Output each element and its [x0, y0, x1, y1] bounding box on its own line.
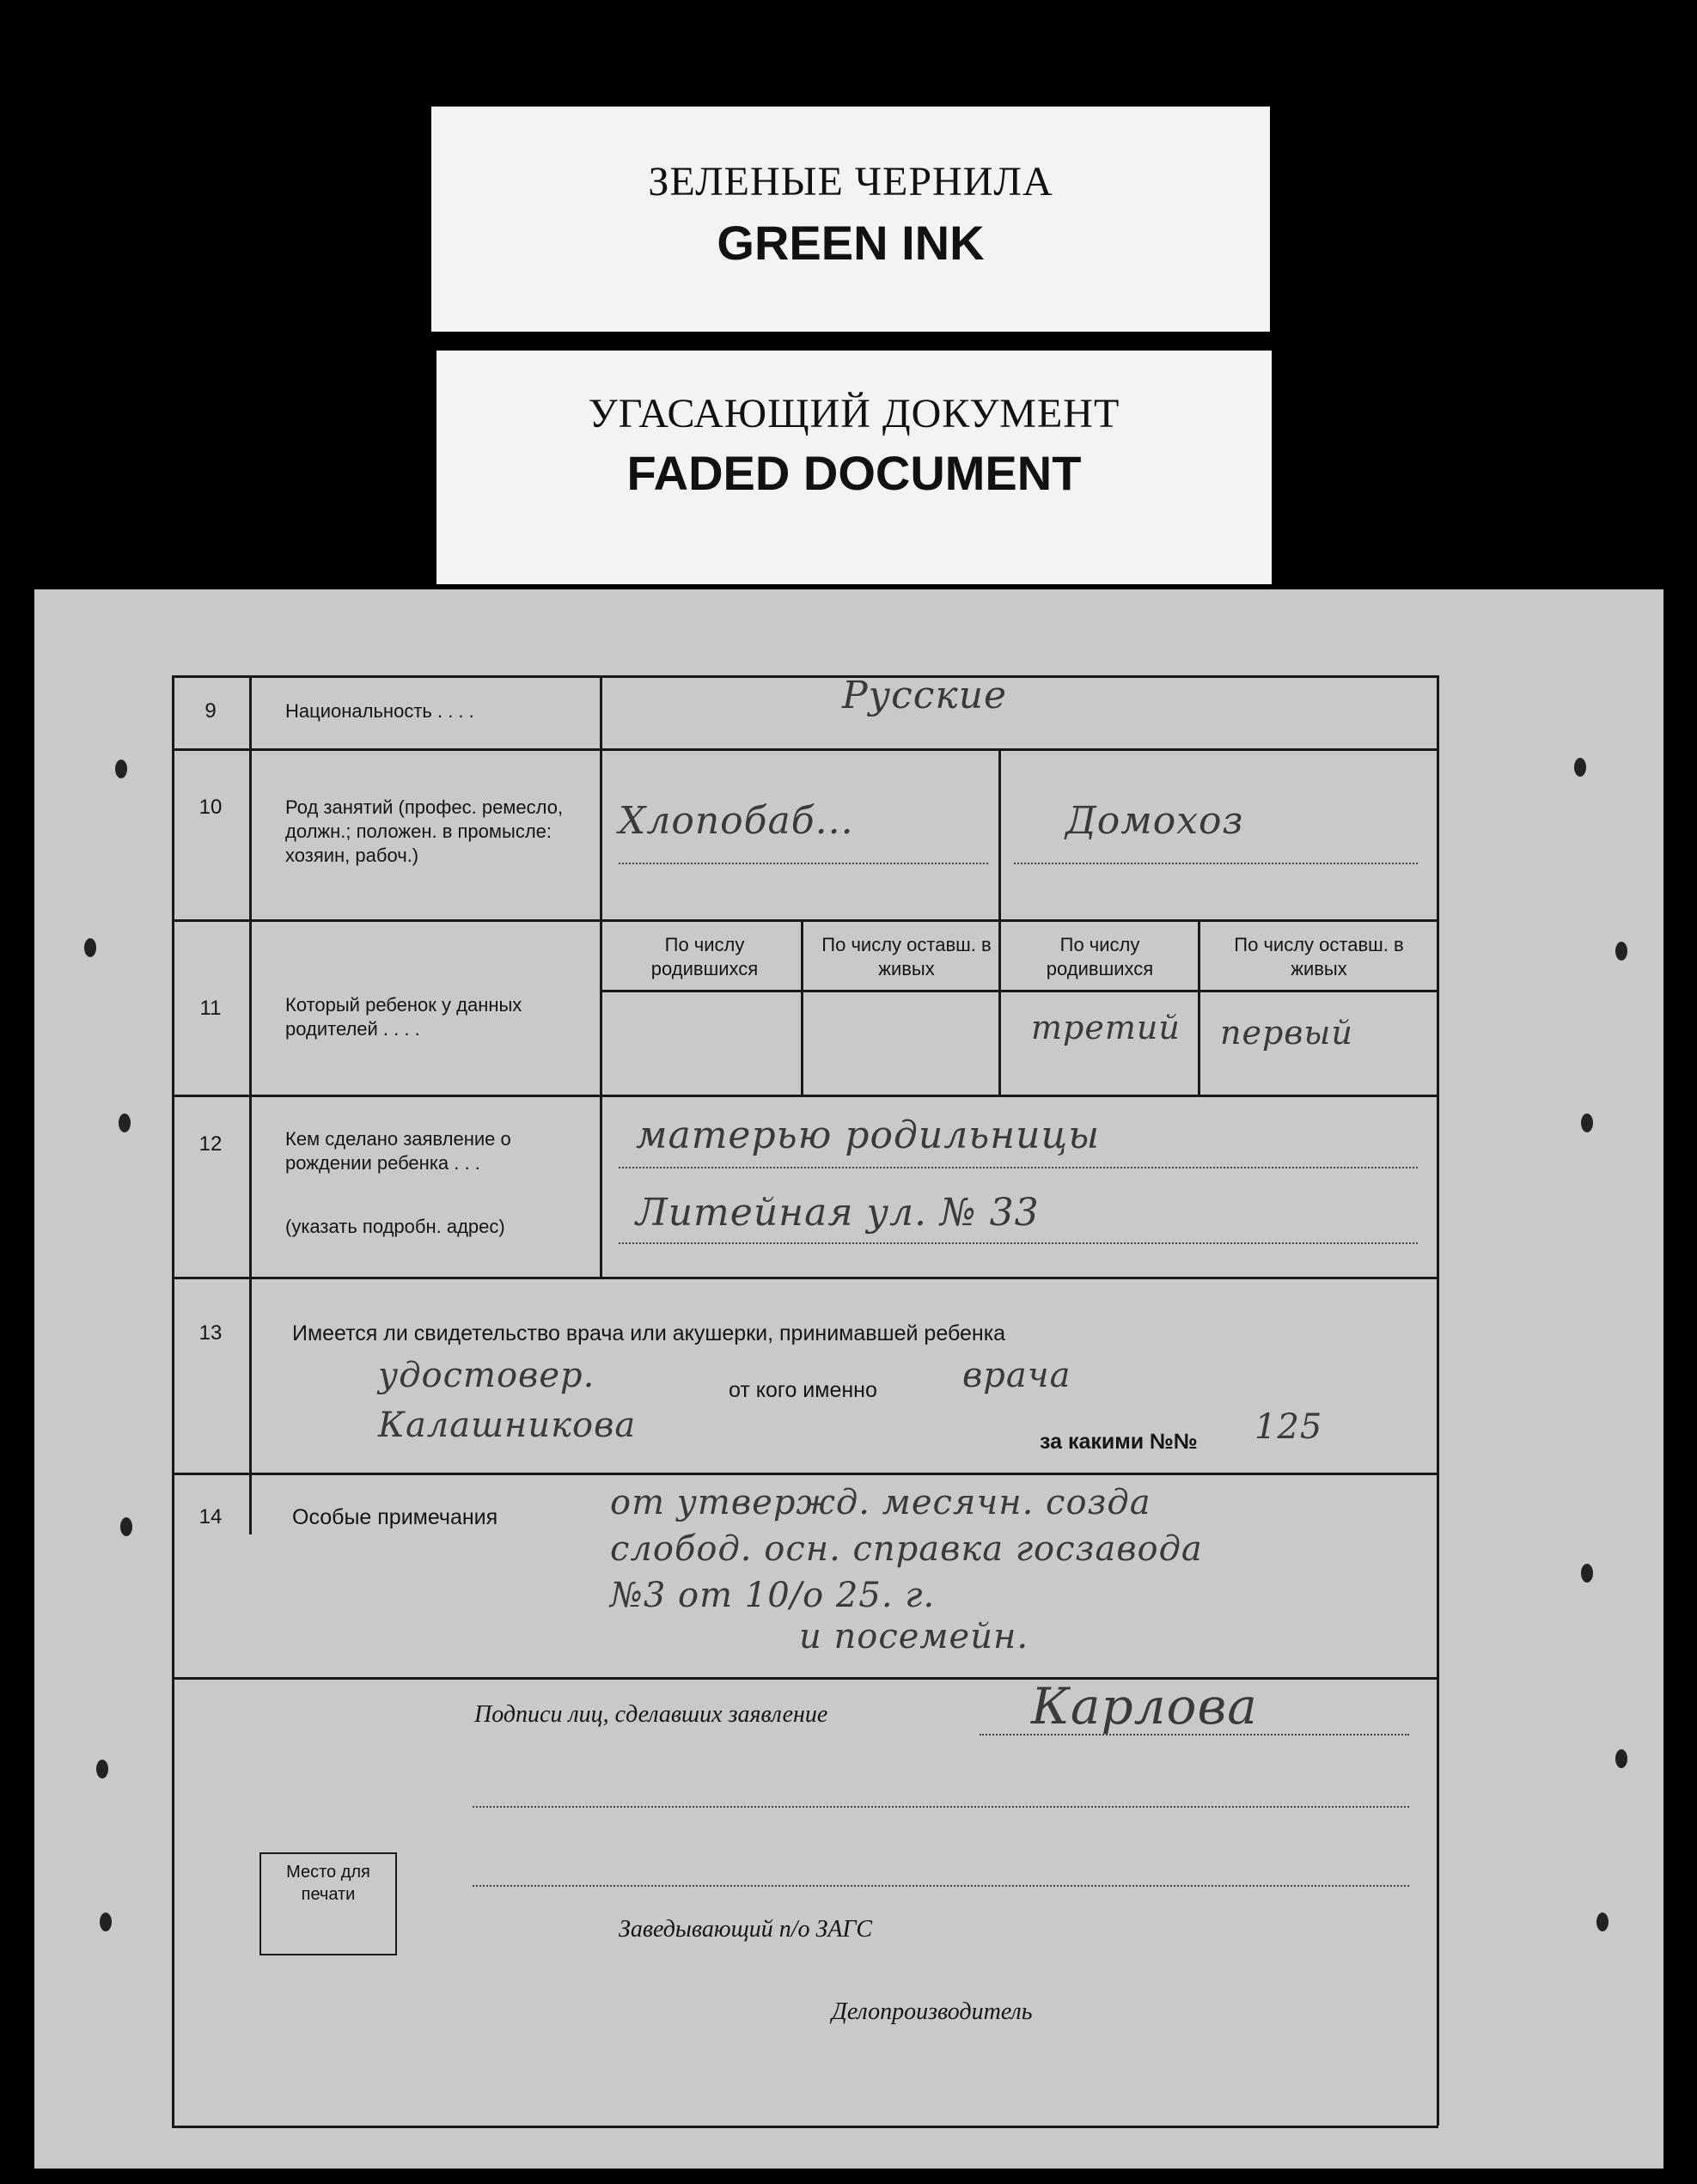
hole-mark: [100, 1913, 112, 1931]
faded-document-label: [436, 351, 1272, 584]
row11-sub-2: По числу оставш. в живых: [821, 934, 992, 979]
form-sheet: [34, 589, 1663, 2169]
row-number: 12: [198, 1132, 223, 1156]
hole-mark: [84, 938, 96, 957]
row-line: [172, 1095, 1438, 1097]
row14-label: Особые примечания: [292, 1505, 498, 1529]
row-number: 14: [198, 1505, 223, 1528]
row-line: [172, 1277, 1438, 1279]
frame-left: [172, 675, 174, 1534]
hole-mark: [1581, 1564, 1593, 1583]
row14-value-3: №3 от 10/о 25. г.: [610, 1576, 936, 1615]
row12-value-2: Литейная ул. № 33: [636, 1191, 1040, 1235]
frame-right: [1437, 675, 1439, 1534]
signature-label: Подписи лиц, сделавших заявление: [474, 1701, 828, 1728]
row-line: [172, 748, 1438, 751]
fill-line: [473, 1806, 1409, 1808]
row11-label: Который ребенок у данных родителей . . . .: [285, 994, 522, 1040]
faded-document-ru: УГАСАЮЩИЙ ДОКУМЕНТ: [588, 391, 1120, 436]
hole-mark: [119, 1113, 131, 1132]
row13-value-3: Калашникова: [378, 1406, 637, 1445]
row-number: 13: [198, 1321, 223, 1345]
hole-mark: [1615, 1749, 1627, 1768]
row12-label: Кем сделано заявление о рождении ребенка . . .: [285, 1128, 511, 1174]
row10-value-right: Домохоз: [1065, 799, 1244, 843]
row-number: 11: [199, 997, 222, 1020]
fill-line: [619, 1242, 1418, 1244]
row11-sub-3: По числу родившихся: [1046, 934, 1154, 979]
row10-value-left: Хлопобаб...: [619, 799, 854, 843]
frame-left: [172, 1473, 174, 2126]
row11-value-4: первый: [1220, 1014, 1353, 1052]
registry-head-label: Заведывающий п/о ЗАГС: [619, 1916, 873, 1943]
fill-line: [980, 1734, 1409, 1736]
row11-sub-1: По числу родившихся: [650, 934, 759, 979]
hole-mark: [1615, 942, 1627, 961]
row14-value-1: от утвержд. месячн. созда: [610, 1483, 1151, 1522]
fill-line: [473, 1885, 1409, 1887]
row11-value-3: третий: [1031, 1009, 1181, 1046]
stamp-label: Место для печати: [286, 1863, 370, 1904]
green-ink-en: GREEN INK: [717, 216, 985, 270]
hole-mark: [1574, 758, 1586, 777]
signature-value: Карлова: [1031, 1677, 1258, 1736]
hole-mark: [1581, 1113, 1593, 1132]
row13-label: Имеется ли свидетельство врача или акушерки, принимавшей ребенка: [292, 1321, 1006, 1345]
col-split: [1198, 919, 1200, 1095]
fill-line: [619, 1167, 1418, 1168]
hole-mark: [120, 1517, 132, 1536]
col-split: [998, 748, 1001, 1095]
hole-mark: [1596, 1913, 1608, 1931]
row-line: [172, 1473, 1438, 1475]
row14-value-2: слобод. осн. справка госзавода: [610, 1529, 1203, 1569]
fill-line: [1014, 863, 1418, 864]
row13-value-4: 125: [1254, 1407, 1323, 1447]
row10-label: Род занятий (профес. ремесло, должн.; положен. в промысле: хозяин, рабоч.): [285, 796, 564, 866]
row14-value-4: и посемейн.: [799, 1617, 1029, 1656]
row13-value-1: удостовер.: [378, 1356, 595, 1395]
row12-label-2: (указать подробн. адрес): [285, 1216, 505, 1237]
row9-label: Национальность . . . .: [285, 700, 474, 722]
clerk-label: Делопроизводитель: [832, 1998, 1033, 2025]
frame-bottom: [172, 2126, 1438, 2128]
col-split: [801, 919, 803, 1095]
hole-mark: [115, 760, 127, 778]
frame-right: [1437, 1473, 1439, 2126]
hole-mark: [96, 1760, 108, 1778]
col-num-right: [249, 675, 252, 1534]
row13-value-2: врача: [962, 1356, 1071, 1395]
row11-sub-4: По числу оставш. в живых: [1234, 934, 1404, 979]
row9-value: Русские: [842, 674, 1008, 717]
row-line: [172, 919, 1438, 922]
faded-document-en: FADED DOCUMENT: [626, 446, 1082, 500]
row-line: [600, 990, 1438, 992]
row13-numbers: за какими №№: [1040, 1430, 1198, 1454]
green-ink-label: [431, 107, 1270, 332]
stamp-box: [259, 1852, 397, 1955]
frame-top: [172, 675, 1438, 678]
row-number: 9: [204, 699, 217, 723]
green-ink-ru: ЗЕЛЕНЫЕ ЧЕРНИЛА: [648, 159, 1053, 204]
row13-from-whom: от кого именно: [729, 1378, 877, 1402]
fill-line: [619, 863, 988, 864]
col-label-right: [600, 675, 602, 1277]
row-number: 10: [198, 796, 223, 819]
row12-value-1: матерью родильницы: [636, 1113, 1101, 1157]
